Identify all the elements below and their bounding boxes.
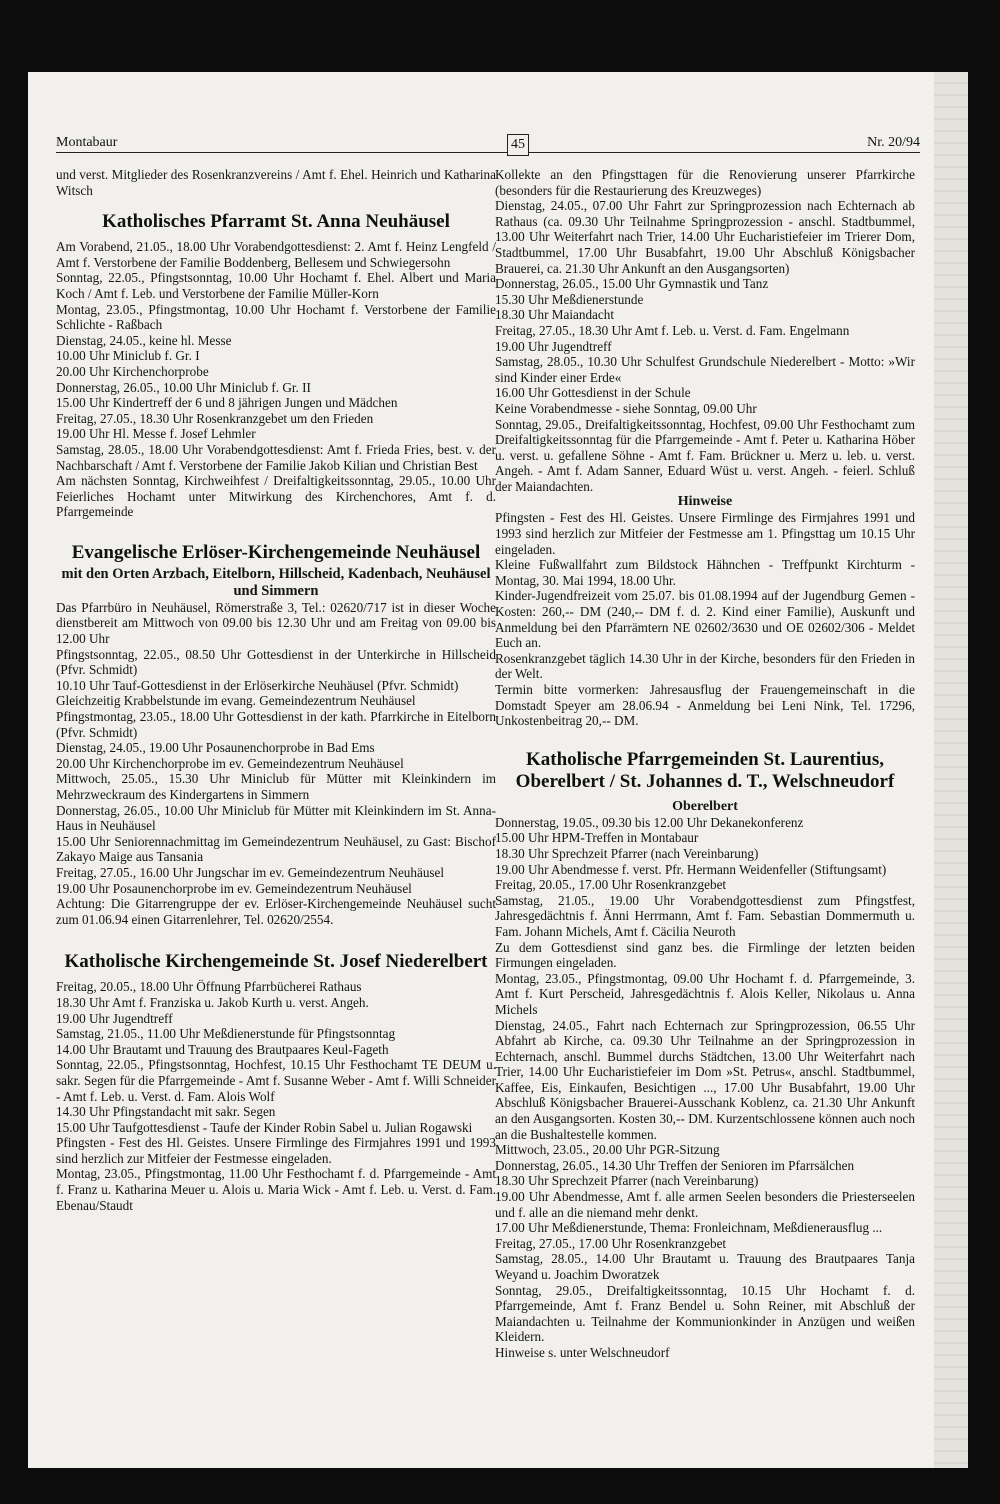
text-line: Das Pfarrbüro in Neuhäusel, Römerstraße 3, Tel.: 02620/717 ist in dieser Woche dienstbereit am Mittwoch von 09.00 bis 12.30 Uhr und am Freitag von 09.00 bis 12.00 Uhr bbox=[56, 599, 496, 647]
section-subtitle: mit den Orten Arzbach, Eitelborn, Hillscheid, Kadenbach, Neuhäusel und Simmern bbox=[61, 565, 491, 599]
text-line: Dienstag, 24.05., 07.00 Uhr Fahrt zur Springprozession nach Echternach ab Rathaus (ca. 09.30 Uhr Teilnahme Springprozession - anschl. Stadtbummel, 13.00 Uhr Weiterfahrt nach Trier, 14.00 Uhr Eucharistiefeier im Trierer Dom, Stadtbummel, 17.00 Uhr Busabfahrt, 19.00 Uhr Abschluß Königsbacher Brauerei, ca. 21.30 Uhr Ankunft an den Ausgangsorten) bbox=[495, 198, 915, 276]
text-line: 14.30 Uhr Pfingstandacht mit sakr. Segen bbox=[56, 1104, 276, 1120]
issue-number: Nr. 20/94 bbox=[867, 135, 920, 150]
text-line: Freitag, 27.05., 17.00 Uhr Rosenkranzgebet bbox=[495, 1235, 727, 1251]
text-line: Dienstag, 24.05., 19.00 Uhr Posaunenchorprobe in Bad Ems bbox=[56, 740, 375, 756]
text-line: Donnerstag, 26.05., 14.30 Uhr Treffen der Senioren im Pfarrsälchen bbox=[495, 1157, 855, 1173]
text-line: Montag, 23.05., Pfingstmontag, 11.00 Uhr Festhochamt f. d. Pfarrgemeinde - Amt f. Franz u. Katharina Meuer u. Alois u. Maria Wick - Amt f. Leb. u. Verst. d. Fam. Ebenau/Staudt bbox=[56, 1166, 496, 1213]
text-line: 18.30 Uhr Sprechzeit Pfarrer (nach Vereinbarung) bbox=[495, 1173, 759, 1189]
text-line: Kleine Fußwallfahrt zum Bildstock Hähnchen - Treffpunkt Kirchturm - Montag, 30. Mai 1994, 18.00 Uhr. bbox=[495, 557, 915, 588]
text-line: Donnerstag, 26.05., 10.00 Uhr Miniclub für Mütter mit Kleinkindern im St. Anna-Haus in Neuhäusel bbox=[56, 802, 496, 834]
text-line: Pfingstsonntag, 22.05., 08.50 Uhr Gottesdienst in der Unterkirche in Hillscheid (Pfvr. Schmidt) bbox=[56, 646, 496, 678]
text-line: 10.00 Uhr Miniclub f. Gr. I bbox=[56, 348, 200, 364]
section-title: Katholisches Pfarramt St. Anna Neuhäusel bbox=[102, 211, 450, 233]
text-line: Achtung: Die Gitarrengruppe der ev. Erlöser-Kirchengemeinde Neuhäusel sucht zum 01.06.94 einen Gitarrenlehrer, Tel. 02620/2554. bbox=[56, 896, 496, 927]
text-line: 19.00 Uhr Jugendtreff bbox=[56, 1010, 173, 1026]
text-line: 15.30 Uhr Meßdienerstunde bbox=[495, 291, 644, 307]
page-number: 45 bbox=[507, 134, 529, 156]
text-line: 15.00 Uhr Taufgottesdienst - Taufe der Kinder Robin Sabel u. Julian Rogawski bbox=[56, 1119, 473, 1135]
text-line: 20.00 Uhr Kirchenchorprobe im ev. Gemeindezentrum Neuhäusel bbox=[56, 755, 404, 771]
text-line: Freitag, 27.05., 18.30 Uhr Amt f. Leb. u. Verst. d. Fam. Engelmann bbox=[495, 322, 850, 338]
right-column bbox=[495, 167, 915, 1361]
bleed-through-edge bbox=[934, 72, 968, 1468]
hinweise-list bbox=[495, 510, 915, 728]
text-line: Donnerstag, 26.05., 10.00 Uhr Miniclub f. Gr. II bbox=[56, 379, 311, 395]
text-line: 15.00 Uhr Kindertreff der 6 und 8 jährigen Jungen und Mädchen bbox=[56, 395, 398, 411]
text-line: Dienstag, 24.05., keine hl. Messe bbox=[56, 332, 232, 348]
section-body bbox=[495, 815, 915, 1361]
text-line: Sonntag, 29.05., Dreifaltigkeitssonntag, 10.15 Uhr Hochamt f. d. Pfarrgemeinde, Amt f. Franz Bendel u. Sohn Reiner, mit Abschluß der Maiandachten u. Teilnahme der Kommunionkinder in Anzügen und weißen Kleidern. bbox=[495, 1282, 915, 1345]
text-line: Kinder-Jugendfreizeit vom 25.07. bis 01.08.1994 auf der Jugendburg Gemen - Kosten: 260,-- DM (240,-- DM f. d. 2. Kind einer Familie), Auskunft und Anmeldung bei den Pfarrämtern NE 02602/3630 und OE 02602/306 - Meldet Euch an. bbox=[495, 588, 915, 651]
text-line: Montag, 23.05., Pfingstmontag, 10.00 Uhr Hochamt f. Verstorbene der Familie Schlichte - Raßbach bbox=[56, 301, 496, 333]
scanned-page bbox=[28, 72, 968, 1468]
text-line: 18.30 Uhr Maiandacht bbox=[495, 307, 615, 323]
text-line: 18.30 Uhr Sprechzeit Pfarrer (nach Vereinbarung) bbox=[495, 845, 759, 861]
text-line: Donnerstag, 19.05., 09.30 bis 12.00 Uhr Dekanekonferenz bbox=[495, 814, 804, 830]
text-line: 15.00 Uhr HPM-Treffen in Montabaur bbox=[495, 830, 699, 846]
hinweise-heading: Hinweise bbox=[677, 494, 733, 510]
text-line: Zu dem Gottesdienst sind ganz bes. die Firmlinge der letzten beiden Firmungen eingeladen. bbox=[495, 939, 915, 971]
section-subheading: Oberelbert bbox=[672, 798, 738, 814]
section-body bbox=[56, 239, 496, 520]
text-line: Montag, 23.05., Pfingstmontag, 09.00 Uhr Hochamt f. d. Pfarrgemeinde, 3. Amt f. Kurt Perscheid, Jahresgedächtnis f. Alois Keller, Nikolaus u. Anna Michels bbox=[495, 970, 915, 1017]
section-body bbox=[56, 979, 496, 1213]
text-line: Samstag, 21.05., 19.00 Uhr Vorabendgottesdienst zum Pfingstfest, Jahresgedächtnis f. Änni Herrmann, Amt f. Fam. Sebastian Dommermuth u. Fam. Johann Michels, Amt f. Cäcilia Neuroth bbox=[495, 892, 915, 939]
section-body bbox=[56, 600, 496, 927]
text-line: Samstag, 28.05., 18.00 Uhr Vorabendgottesdienst: Amt f. Frieda Fries, best. v. der Nachbarschaft / Amt f. Verstorbene der Familie Jakob Kilian und Christian Best bbox=[56, 441, 496, 473]
text-line: Kollekte an den Pfingsttagen für die Renovierung unserer Pfarrkirche (besonders für die Restaurierung des Kreuzweges) bbox=[495, 167, 915, 198]
text-line: Freitag, 20.05., 17.00 Uhr Rosenkranzgebet bbox=[495, 877, 727, 893]
text-line: Am Vorabend, 21.05., 18.00 Uhr Vorabendgottesdienst: 2. Amt f. Heinz Lengfeld / Amt f. Verstorbene der Familie Boddenberg, Bellesem und Schwiegersohn bbox=[56, 239, 496, 270]
text-line: Samstag, 28.05., 10.30 Uhr Schulfest Grundschule Niederelbert - Motto: »Wir sind Kinder einer Erde« bbox=[495, 354, 915, 385]
text-line: 17.00 Uhr Meßdienerstunde, Thema: Fronleichnam, Meßdienerausflug ... bbox=[495, 1220, 883, 1236]
text-line: Sonntag, 29.05., Dreifaltigkeitssonntag, Hochfest, 09.00 Uhr Festhochamt zum Dreifaltigkeitssonntag für die Pfarrgemeinde - Amt f. Peter u. Katharina Höber u. verst. u. gefallene Söhne - Amt f. Fam. Brückner u. Merz u. leb. u. verst. Angeh. - Amt f. Adam Sanner, Eduard Wüst u. verst. Angeh. - feierl. Schluß der Maiandachten. bbox=[495, 416, 915, 494]
text-line: Mittwoch, 23.05., 20.00 Uhr PGR-Sitzung bbox=[495, 1142, 720, 1158]
text-line: 19.00 Uhr Jugendtreff bbox=[495, 338, 612, 354]
text-line: Hinweise s. unter Welschneudorf bbox=[495, 1344, 670, 1360]
page-header bbox=[56, 134, 920, 153]
right-intro bbox=[495, 167, 915, 494]
text-line: Freitag, 20.05., 18.00 Uhr Öffnung Pfarrbücherei Rathaus bbox=[56, 979, 362, 995]
text-line: Sonntag, 22.05., Pfingstsonntag, Hochfest, 10.15 Uhr Festhochamt TE DEUM u. sakr. Segen für die Pfarrgemeinde - Amt f. Susanne Weber - Amt f. Willi Schneider - Amt f. Leb. u. Verst. d. Fam. Alois Wolf bbox=[56, 1057, 496, 1104]
text-line: 14.00 Uhr Brautamt und Trauung des Brautpaares Keul-Fageth bbox=[56, 1041, 389, 1057]
text-line: Donnerstag, 26.05., 15.00 Uhr Gymnastik und Tanz bbox=[495, 276, 769, 292]
section-title: Evangelische Erlöser-Kirchengemeinde Neuhäusel bbox=[71, 541, 481, 563]
section-title: Katholische Pfarrgemeinden St. Laurentius, Oberelbert / St. Johannes d. T., Welschneudorf bbox=[515, 748, 895, 792]
text-line: Dienstag, 24.05., Fahrt nach Echternach zur Springprozession, 06.55 Uhr Abfahrt ab Kirche, ca. 09.30 Uhr Teilnahme an der Springprozession in Echternach, anschl. Bummel durchs Städtchen, 13.00 Uhr Weiterfahrt nach Trier, 14.00 Uhr Eucharistiefeier im Dom »St. Petrus«, anschl. Stadtbummel, Kaffee, Eis, Einkaufen, Besichtigen ..., 17.00 Uhr Busabfahrt, 19.00 Uhr Abschluß Königsbacher Brauerei-Ausschank Koblenz, ca. 21.30 Uhr Ankunft an den Ausgangsorten. Kosten 30,-- DM. Kurzentschlossene können auch noch an die Bushaltestelle kommen. bbox=[495, 1017, 915, 1142]
text-line: Mittwoch, 25.05., 15.30 Uhr Miniclub für Mütter mit Kleinkindern im Mehrzweckraum des Kindergartens in Simmern bbox=[56, 771, 496, 802]
text-line: Am nächsten Sonntag, Kirchweihfest / Dreifaltigkeitssonntag, 29.05., 10.00 Uhr Feierliches Hochamt unter Mitwirkung des Kirchenchores, Amt f. d. Pfarrgemeinde bbox=[56, 473, 496, 520]
text-line: Samstag, 21.05., 11.00 Uhr Meßdienerstunde für Pfingstsonntag bbox=[56, 1026, 396, 1042]
text-line: 19.00 Uhr Hl. Messe f. Josef Lehmler bbox=[56, 426, 256, 442]
text-line: 19.00 Uhr Abendmesse f. verst. Pfr. Hermann Weidenfeller (Stiftungsamt) bbox=[495, 861, 887, 877]
section-title: Katholische Kirchengemeinde St. Josef Niederelbert bbox=[64, 951, 488, 973]
text-line: 16.00 Uhr Gottesdienst in der Schule bbox=[495, 385, 691, 401]
text-line: Pfingsten - Fest des Hl. Geistes. Unsere Firmlinge des Firmjahres 1991 und 1993 sind herzlich zur Mitfeier der Festmesse eingeladen. bbox=[56, 1135, 496, 1166]
text-line: 15.00 Uhr Seniorennachmittag im Gemeindezentrum Neuhäusel, zu Gast: Bischof Zakayo Maige aus Tansania bbox=[56, 833, 496, 865]
text-line: Keine Vorabendmesse - siehe Sonntag, 09.00 Uhr bbox=[495, 400, 757, 416]
text-line: 19.00 Uhr Posaunenchorprobe im ev. Gemeindezentrum Neuhäusel bbox=[56, 880, 412, 896]
text-line: Sonntag, 22.05., Pfingstsonntag, 10.00 Uhr Hochamt f. Ehel. Albert und Maria Koch / Amt f. Leb. und Verstorbene der Familie Müller-Korn bbox=[56, 270, 496, 301]
text-line: 10.10 Uhr Tauf-Gottesdienst in der Erlöserkirche Neuhäusel (Pfvr. Schmidt) bbox=[56, 677, 459, 693]
text-line: Pfingsten - Fest des Hl. Geistes. Unsere Firmlinge des Firmjahres 1991 und 1993 sind herzlich zur Mitfeier der Festmesse am 1. Pfingsttag um 10.15 Uhr eingeladen. bbox=[495, 510, 915, 557]
text-line: Rosenkranzgebet täglich 14.30 Uhr in der Kirche, besonders für den Frieden in der Welt. bbox=[495, 650, 915, 682]
text-line: 19.00 Uhr Abendmesse, Amt f. alle armen Seelen besonders die Priesterseelen und f. alle an die niemand mehr denkt. bbox=[495, 1189, 915, 1220]
left-intro bbox=[56, 167, 496, 198]
text-line: Freitag, 27.05., 16.00 Uhr Jungschar im ev. Gemeindezentrum Neuhäusel bbox=[56, 864, 445, 880]
header-place: Montabaur bbox=[56, 135, 118, 150]
text-line: 20.00 Uhr Kirchenchorprobe bbox=[56, 363, 209, 379]
text-line: 18.30 Uhr Amt f. Franziska u. Jakob Kurth u. verst. Angeh. bbox=[56, 994, 369, 1010]
text-line: Freitag, 27.05., 18.30 Uhr Rosenkranzgebet um den Frieden bbox=[56, 410, 374, 426]
text-line: Termin bitte vormerken: Jahresausflug der Frauengemeinschaft in die Domstadt Speyer am 28.06.94 - Anmeldung bei Leni Nink, Tel. 17296, Unkostenbeitrag 20,-- DM. bbox=[495, 682, 915, 729]
left-column bbox=[56, 167, 496, 1213]
text-line: Gleichzeitig Krabbelstunde im evang. Gemeindezentrum Neuhäusel bbox=[56, 693, 416, 709]
text-line: und verst. Mitglieder des Rosenkranzvereins / Amt f. Ehel. Heinrich und Katharina Witsch bbox=[56, 167, 496, 198]
text-line: Pfingstmontag, 23.05., 18.00 Uhr Gottesdienst in der kath. Pfarrkirche in Eitelborn (Pfvr. Schmidt) bbox=[56, 709, 496, 740]
text-line: Samstag, 28.05., 14.00 Uhr Brautamt u. Trauung des Brautpaares Tanja Weyand u. Joachim Dworatzek bbox=[495, 1251, 915, 1282]
